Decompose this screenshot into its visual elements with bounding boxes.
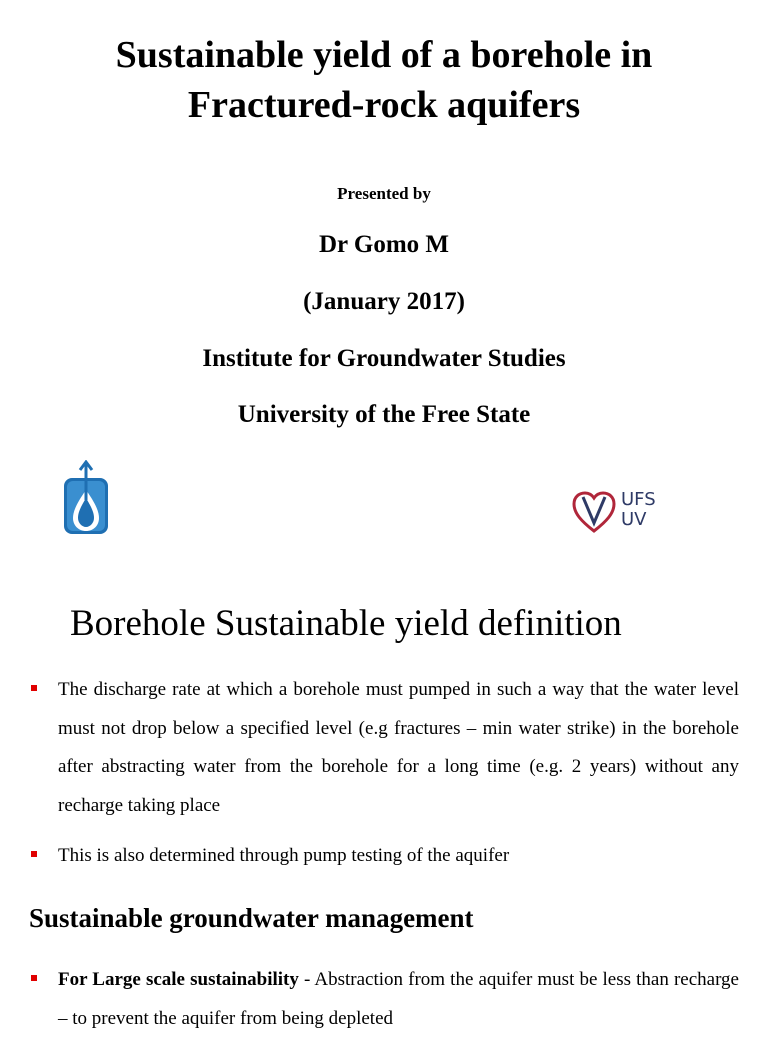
water-drop-logo-icon (62, 460, 110, 536)
university-name: University of the Free State (237, 401, 531, 428)
ufs-logo-line-2: UV (621, 509, 647, 530)
bullet-marker (31, 685, 37, 691)
management-bullet (58, 961, 739, 1038)
section-heading: Borehole Sustainable yield definition (70, 603, 622, 644)
author-name: Dr Gomo M (318, 231, 450, 258)
bullet-marker (31, 851, 37, 857)
title-line-1: Sustainable yield of a borehole in (115, 34, 653, 76)
definition-bullet: The discharge rate at which a borehole must pumped in such a way that the water level must not drop below a specified level (e.g fractures – min water strike) in the borehole after abstracting water from the borehole for a long time (e.g. 2 years) without any recharge taking place (58, 679, 739, 816)
document-title (0, 30, 768, 130)
ufs-logo (571, 489, 671, 535)
bullet-marker (31, 975, 37, 981)
ufs-heart-logo-icon (571, 489, 617, 535)
ufs-logo-line-1: UFS (621, 489, 656, 510)
management-bullet-bold: For Large scale sustainability (58, 969, 299, 990)
presentation-date: (January 2017) (303, 288, 465, 315)
pump-testing-bullet: This is also determined through pump testing of the aquifer (58, 845, 510, 866)
title-line-2: Fractured-rock aquifers (187, 84, 581, 126)
presented-by: Presented by (337, 184, 431, 203)
management-bullet-text: - Abstraction from the aquifer must be less than recharge – to prevent the aquifer from being depleted (58, 969, 739, 1029)
subheading: Sustainable groundwater management (29, 903, 474, 933)
institute-name: Institute for Groundwater Studies (202, 345, 566, 372)
